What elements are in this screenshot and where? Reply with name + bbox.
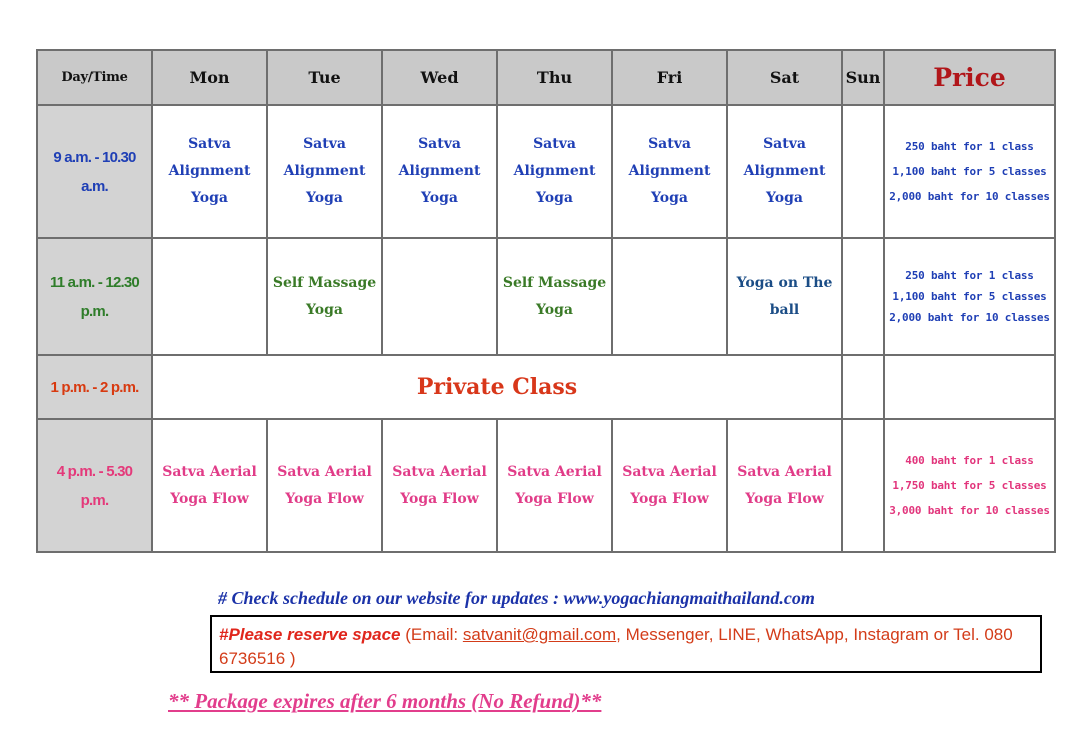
header-wed: Wed	[382, 50, 497, 105]
class-line: Satva Aerial	[392, 463, 487, 480]
class-cell-thu	[497, 419, 612, 552]
class-cell-sat	[727, 419, 842, 552]
class-cell-sun	[842, 105, 884, 238]
class-line: Self Massage	[502, 274, 607, 291]
time-cell	[37, 419, 152, 552]
class-cell-mon	[152, 238, 267, 355]
price-cell	[884, 419, 1055, 552]
time-cell	[37, 238, 152, 355]
table-row	[37, 355, 1055, 419]
reserve-prefix: (Email:	[400, 625, 463, 644]
price-line: 400 baht for 1 class	[905, 454, 1034, 467]
class-line: Alignment	[168, 163, 251, 179]
class-line: Alignment	[398, 163, 481, 179]
price-line: 1,750 baht for 5 classes	[892, 479, 1047, 492]
price-cell	[884, 355, 1055, 419]
price-line: 2,000 baht for 10 classes	[889, 311, 1050, 324]
class-line: Yoga Flow	[630, 490, 709, 507]
header-thu: Thu	[497, 50, 612, 105]
price-line: 3,000 baht for 10 classes	[889, 504, 1050, 517]
class-cell-wed	[382, 105, 497, 238]
class-line: ball	[769, 301, 800, 318]
table-row	[37, 419, 1055, 552]
time-line: 1 p.m. - 2 p.m.	[50, 378, 139, 396]
class-line: Yoga Flow	[170, 490, 249, 507]
time-line: p.m.	[80, 491, 109, 509]
class-line: Yoga	[306, 190, 343, 206]
time-line: p.m.	[80, 302, 109, 320]
class-line: Yoga	[536, 190, 573, 206]
price-line: 250 baht for 1 class	[905, 269, 1034, 282]
time-line: 4 p.m. - 5.30	[56, 462, 133, 480]
class-cell-sun	[842, 355, 884, 419]
class-cell-wed	[382, 419, 497, 552]
class-line: Satva Aerial	[737, 463, 832, 480]
header-tue: Tue	[267, 50, 382, 105]
class-cell-fri	[612, 105, 727, 238]
class-cell-mon	[152, 105, 267, 238]
table-row	[37, 105, 1055, 238]
class-cell-wed	[382, 238, 497, 355]
class-line: Yoga	[191, 190, 228, 206]
class-line: Satva	[418, 136, 461, 152]
header-mon: Mon	[152, 50, 267, 105]
reserve-hash: #	[219, 625, 229, 644]
reserve-emphasis: Please reserve space	[228, 625, 401, 644]
class-cell-thu	[497, 238, 612, 355]
time-line: 9 a.m. - 10.30	[53, 148, 136, 166]
class-line: Yoga Flow	[515, 490, 594, 507]
header-sun: Sun	[842, 50, 884, 105]
class-cell-tue	[267, 419, 382, 552]
header-fri: Fri	[612, 50, 727, 105]
price-line: 1,100 baht for 5 classes	[892, 165, 1047, 178]
private-class-cell: Private Class	[152, 355, 842, 419]
header-sat: Sat	[727, 50, 842, 105]
class-line: Satva	[648, 136, 691, 152]
class-cell-fri	[612, 238, 727, 355]
class-cell-mon	[152, 419, 267, 552]
class-cell-tue	[267, 105, 382, 238]
class-line: Satva	[533, 136, 576, 152]
package-expiry-note: ** Package expires after 6 months (No Refund)**	[168, 689, 602, 713]
class-line: Self Massage	[272, 274, 377, 291]
price-line: 2,000 baht for 10 classes	[889, 190, 1050, 203]
class-line: Alignment	[628, 163, 711, 179]
class-line: Yoga on The	[736, 274, 833, 291]
class-line: Alignment	[283, 163, 366, 179]
class-line: Yoga	[651, 190, 688, 206]
class-line: Satva	[188, 136, 231, 152]
class-line: Satva Aerial	[622, 463, 717, 480]
class-line: Yoga Flow	[745, 490, 824, 507]
class-cell-tue	[267, 238, 382, 355]
class-line: Alignment	[743, 163, 826, 179]
header-row	[37, 50, 1055, 105]
class-line: Yoga Flow	[400, 490, 479, 507]
reserve-box	[210, 615, 1042, 673]
price-cell	[884, 238, 1055, 355]
class-line: Satva	[303, 136, 346, 152]
class-cell-sun	[842, 238, 884, 355]
price-line: 250 baht for 1 class	[905, 140, 1034, 153]
time-cell	[37, 105, 152, 238]
price-cell	[884, 105, 1055, 238]
class-line: Yoga	[536, 301, 573, 318]
time-line: 11 a.m. - 12.30	[50, 273, 139, 291]
class-line: Satva Aerial	[507, 463, 602, 480]
class-line: Satva	[763, 136, 806, 152]
class-cell-thu	[497, 105, 612, 238]
website-note: # Check schedule on our website for updates : www.yogachiangmaithailand.com	[218, 588, 815, 608]
schedule-table	[36, 49, 1056, 553]
reserve-suffix: , Messenger, LINE, WhatsApp, Instagram or Tel. 080 6736516 )	[219, 625, 1013, 668]
class-line: Satva Aerial	[277, 463, 372, 480]
email-link[interactable]: satvanit@gmail.com	[462, 625, 617, 644]
class-line: Yoga Flow	[285, 490, 364, 507]
class-line: Yoga	[421, 190, 458, 206]
class-cell-sat	[727, 238, 842, 355]
header-day-time: Day/Time	[37, 50, 152, 105]
header-price: Price	[884, 50, 1055, 105]
class-cell-sat	[727, 105, 842, 238]
class-cell-sun	[842, 419, 884, 552]
class-line: Yoga	[766, 190, 803, 206]
class-cell-fri	[612, 419, 727, 552]
time-line: a.m.	[81, 177, 108, 195]
class-line: Alignment	[513, 163, 596, 179]
class-line: Yoga	[306, 301, 343, 318]
class-line: Satva Aerial	[162, 463, 257, 480]
price-line: 1,100 baht for 5 classes	[892, 290, 1047, 303]
table-row	[37, 238, 1055, 355]
time-cell	[37, 355, 152, 419]
